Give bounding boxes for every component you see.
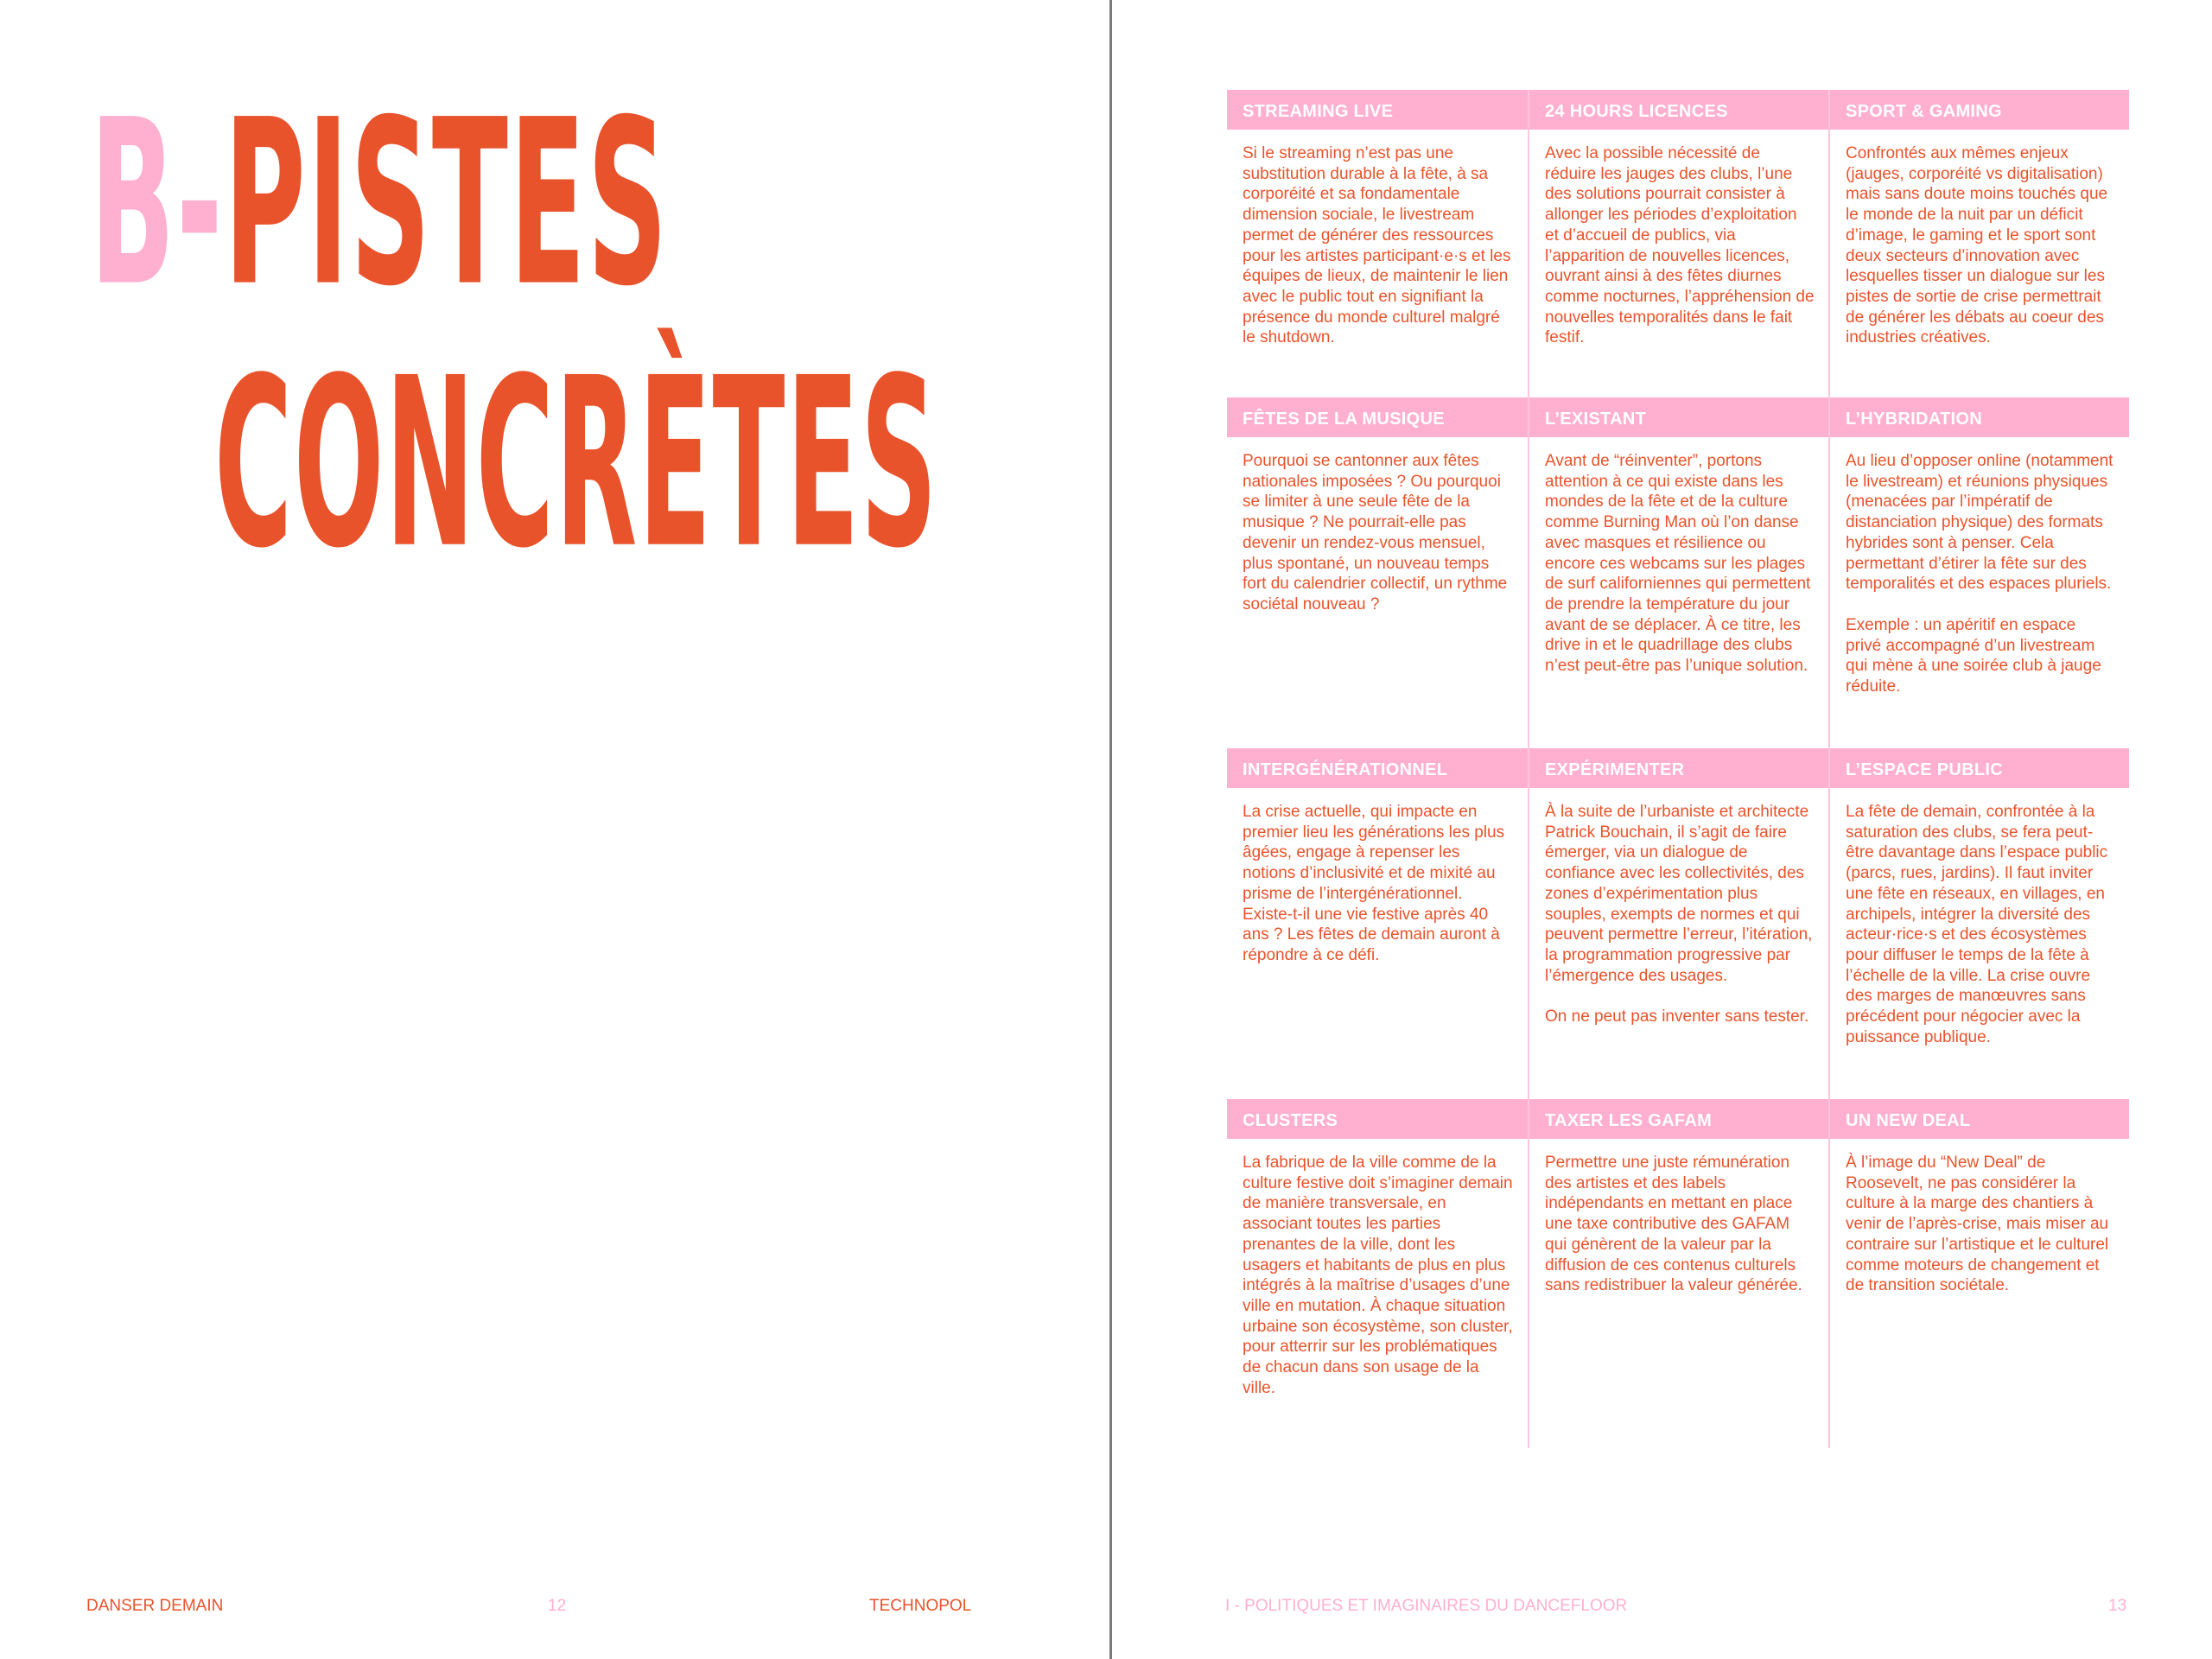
idea-card <box>1828 1099 2129 1448</box>
idea-card-text: La fête de demain, confrontée à la saturation des clubs, se fera peut-être davantage dans l’espace public (parcs, rues, jardins). Il faut inviter une fête en réseaux, en villages, en archipels, intégrer la diversité des acteur·rice·s et des écosystèmes pour diffuser le temps de la fête à l’échelle de la ville. La crise ouvre des marges de manœuvres sans précédent pour négocier avec la puissance publique. <box>1846 803 2108 1046</box>
footer-publisher: TECHNOPOL <box>869 1597 972 1615</box>
idea-card <box>1828 397 2129 748</box>
idea-card-example: Exemple : un apéritif en espace privé accompagné d’un livestream qui mène à une soirée club à jauge réduite. <box>1846 615 2101 696</box>
idea-card <box>1828 90 2129 397</box>
idea-card <box>1528 397 1828 748</box>
footer-page-number-right: 13 <box>2108 1597 2127 1615</box>
idea-card-body <box>1830 1139 2129 1296</box>
idea-card-heading: STREAMING LIVE <box>1227 90 1528 130</box>
title-word-concretes: CONCRÈTES <box>214 327 939 600</box>
idea-card-heading: SPORT & GAMING <box>1830 90 2129 130</box>
idea-card-text: Au lieu d’opposer online (notamment le livestream) et réunions physiques (menacées par l’impératif de distanciation physique) des formats hybrides sont à penser. Cela permettant d’étirer la fête sur des temporalités et des espaces pluriels. <box>1846 452 2113 594</box>
idea-card <box>1528 748 1828 1099</box>
idea-card-body <box>1227 788 1528 966</box>
idea-card-text: À la suite de l’urbaniste et architecte Patrick Bouchain, il s’agit de faire émerger, via un dialogue de confiance avec les collectivités, des zones d’expérimentation plus souples, exempts de normes et qui peuvent permettre l’erreur, l’itération, la programmation progressive par l’émergence des usages. <box>1545 803 1813 985</box>
idea-card <box>1528 90 1828 397</box>
idea-card-conclusion: On ne peut pas inventer sans tester. <box>1545 1007 1809 1027</box>
idea-card-text: Avec la possible nécessité de réduire les jauges des clubs, l’une des solutions pourrait consister à allonger les périodes d’exploitation et d’accueil de publics, via l’apparition de nouvelles licences, ouvrant ainsi à des fêtes diurnes comme nocturnes, l’appréhension de nouvelles temporalités dans le fait festif. <box>1545 144 1815 347</box>
idea-card-body <box>1529 437 1828 677</box>
idea-card-heading: L’EXISTANT <box>1529 397 1828 437</box>
title-line-2 <box>214 327 939 600</box>
idea-card-heading: TAXER LES GAFAM <box>1529 1099 1828 1139</box>
idea-card-body <box>1830 437 2129 697</box>
idea-card-text: Avant de “réinventer”, portons attention à ce qui existe dans les mondes de la fête et de la culture comme Burning Man où l’on danse avec masques et résilience ou encore ces webcams sur les plages de surf californiennes qui permettent de prendre la température du jour avant de se déplacer. À ce titre, les drive in et le quadrillage des clubs n’est peut-être pas l’unique solution. <box>1545 452 1811 676</box>
idea-card-body <box>1227 437 1528 615</box>
idea-card-text: Permettre une juste rémunération des artistes et des labels indépendants en mettant en place une taxe contributive des GAFAM qui génèrent de la valeur par la diffusion de ces contenus culturels sans redistribuer la valeur générée. <box>1545 1154 1802 1295</box>
idea-card-text: À l’image du “New Deal” de Roosevelt, ne pas considérer la culture à la marge des chantiers à venir de l’après-crise, mais miser au contraire sur l’artistique et le culturel comme moteurs de changement et de transition sociétale. <box>1846 1154 2109 1295</box>
idea-card-text: La crise actuelle, qui impacte en premier lieu les générations les plus âgées, engage à repenser les notions d’inclusivité et de mixité au prisme de l’intergénérationnel. Existe-t-il une vie festive après 40 ans ? Les fêtes de demain auront à répondre à ce défi. <box>1243 803 1505 964</box>
footer-publication-title: DANSER DEMAIN <box>86 1597 224 1615</box>
idea-card-heading: L’HYBRIDATION <box>1830 397 2129 437</box>
book-spine <box>1109 0 1112 1659</box>
idea-card-body <box>1227 130 1528 348</box>
idea-card <box>1227 90 1528 397</box>
idea-card-heading: L’ESPACE PUBLIC <box>1830 748 2129 788</box>
idea-card-heading: UN NEW DEAL <box>1830 1099 2129 1139</box>
idea-card-text: Confrontés aux mêmes enjeux (jauges, corporéité vs digitalisation) mais sans doute moins touchés que le monde de la nuit par un déficit d’image, le gaming et le sport sont deux secteurs d’innovation avec lesquelles tisser un dialogue sur les pistes de sortie de crise permettrait de générer les débats au coeur des industries créatives. <box>1846 144 2108 347</box>
idea-card-body <box>1830 130 2129 348</box>
idea-card-body <box>1227 1139 1528 1398</box>
idea-card-text: Si le streaming n’est pas une substitution durable à la fête, à sa corporéité et sa fondamentale dimension sociale, le livestream permet de générer des ressources pour les artistes participant·e·s et les équipes de lieux, de maintenir le lien avec le public tout en signifiant la présence du monde culturel malgré le shutdown. <box>1243 144 1511 347</box>
idea-card <box>1227 748 1528 1099</box>
idea-card-text: La fabrique de la ville comme de la culture festive doit s’imaginer demain de manière transversale, en associant toutes les parties prenantes de la ville, dont les usagers et habitants de plus en plus intégrés à la maîtrise d’usages d’une ville en mutation. À chaque situation urbaine son écosystème, son cluster, pour atterrir sur les problématiques de chacun dans son usage de la ville. <box>1243 1154 1513 1397</box>
idea-card-body <box>1529 1139 1828 1296</box>
idea-card-heading: EXPÉRIMENTER <box>1529 748 1828 788</box>
idea-card <box>1528 1099 1828 1448</box>
idea-card-body <box>1830 788 2129 1047</box>
idea-card <box>1227 397 1528 748</box>
footer-page-number-left: 12 <box>548 1597 567 1615</box>
idea-card-heading: INTERGÉNÉRATIONNEL <box>1227 748 1528 788</box>
idea-card-heading: FÊTES DE LA MUSIQUE <box>1227 397 1528 437</box>
title-word-pistes: PISTES <box>224 71 670 337</box>
idea-card-body <box>1529 788 1828 1027</box>
idea-card-heading: 24 HOURS LICENCES <box>1529 90 1828 130</box>
idea-card-body <box>1529 130 1828 348</box>
idea-card-text: Pourquoi se cantonner aux fêtes nationales imposées ? Ou pourquoi se limiter à une seule fête de la musique ? Ne pourrait-elle pas devenir un rendez-vous mensuel, plus spontané, un nouveau temps fort du calendrier collectif, un rythme sociétal nouveau ? <box>1243 452 1508 613</box>
idea-card <box>1828 748 2129 1099</box>
title-line-1 <box>90 71 670 337</box>
footer-chapter-title: I - POLITIQUES ET IMAGINAIRES DU DANCEFLOOR <box>1225 1597 1628 1615</box>
idea-card-heading: CLUSTERS <box>1227 1099 1528 1139</box>
title-prefix: B- <box>90 71 225 337</box>
ideas-grid <box>1227 90 2129 1448</box>
idea-card <box>1227 1099 1528 1448</box>
